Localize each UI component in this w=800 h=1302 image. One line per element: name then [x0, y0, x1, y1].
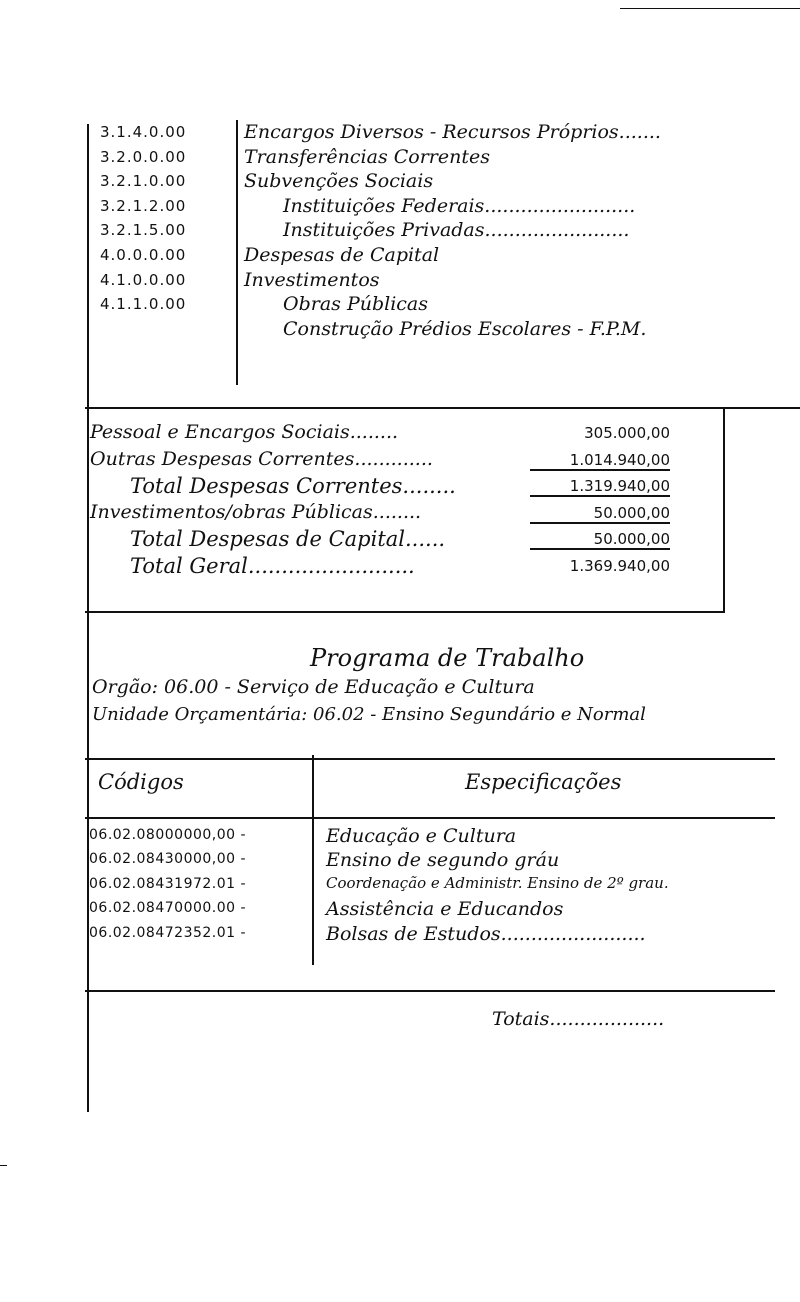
summary-label: Pessoal e Encargos Sociais........	[90, 421, 399, 443]
row-code: 06.02.08431972.01 -	[89, 875, 247, 892]
totals-label: Totais...................	[492, 1008, 665, 1030]
account-code: 4.1.1.0.00	[100, 295, 187, 314]
account-description: Obras Públicas	[283, 293, 428, 316]
summary-label: Total Despesas Correntes........	[130, 474, 456, 498]
account-code: 3.2.1.5.00	[100, 221, 187, 240]
account-description: Transferências Correntes	[244, 145, 490, 168]
row-spec: Ensino de segundo gráu	[326, 849, 560, 872]
summary-value: 1.014.940,00	[530, 451, 670, 471]
summary-label: Total Geral.........................	[130, 553, 415, 578]
row-spec: Bolsas de Estudos........................	[326, 922, 646, 945]
account-code: 3.1.4.0.00	[100, 123, 187, 141]
account-description: Subvenções Sociais	[244, 170, 434, 193]
summary-value: 305.000,00	[584, 424, 670, 442]
summary-top-line	[85, 407, 800, 409]
table-bottom-line	[85, 990, 775, 992]
unidade-line: Unidade Orçamentária: 06.02 - Ensino Segundário e Normal	[92, 704, 646, 725]
summary-label: Investimentos/obras Públicas........	[90, 500, 422, 523]
summary-bottom-line	[85, 611, 725, 613]
row-spec: Educação e Cultura	[326, 825, 517, 847]
account-code: 4.1.0.0.00	[100, 270, 187, 289]
account-code: 3.2.1.2.00	[100, 196, 187, 215]
account-description: Instituições Federais.........................	[283, 194, 636, 217]
top-rule	[620, 8, 800, 9]
left-edge-mark	[0, 1165, 7, 1166]
account-description: Investimentos	[244, 268, 380, 291]
row-code: 06.02.08472352.01 -	[89, 924, 247, 941]
account-description: Encargos Diversos - Recursos Próprios.......	[244, 121, 661, 143]
header-codes: Códigos	[98, 770, 184, 794]
accounts-divider	[236, 120, 238, 385]
summary-right-line	[723, 407, 725, 612]
account-description: Construção Prédios Escolares - F.P.M.	[283, 317, 647, 340]
summary-value: 50.000,00	[530, 530, 670, 550]
table-column-divider	[312, 755, 314, 965]
program-title: Programa de Trabalho	[310, 644, 585, 672]
summary-label: Outras Despesas Correntes.............	[90, 447, 433, 470]
table-top-line	[85, 758, 775, 760]
left-margin-line	[87, 124, 89, 1112]
summary-value: 1.369.940,00	[569, 556, 670, 575]
row-spec: Coordenação e Administr. Ensino de 2º grau.	[326, 873, 669, 892]
account-description: Despesas de Capital	[244, 244, 440, 266]
row-code: 06.02.08470000.00 -	[89, 900, 247, 917]
orgao-line: Orgão: 06.00 - Serviço de Educação e Cultura	[92, 676, 535, 698]
account-code: 3.2.0.0.00	[100, 147, 187, 166]
account-description: Instituições Privadas........................	[283, 219, 630, 242]
row-code: 06.02.08000000,00 -	[89, 827, 247, 843]
summary-box	[85, 407, 800, 613]
table-header-line	[85, 817, 775, 819]
row-code: 06.02.08430000,00 -	[89, 851, 247, 868]
header-specs: Especificações	[465, 770, 622, 794]
account-code: 4.0.0.0.00	[100, 246, 187, 264]
account-code: 3.2.1.0.00	[100, 172, 187, 191]
row-spec: Assistência e Educandos	[326, 898, 564, 921]
summary-value: 1.319.940,00	[530, 477, 670, 497]
summary-value: 50.000,00	[530, 504, 670, 524]
summary-label: Total Despesas de Capital......	[130, 527, 446, 551]
